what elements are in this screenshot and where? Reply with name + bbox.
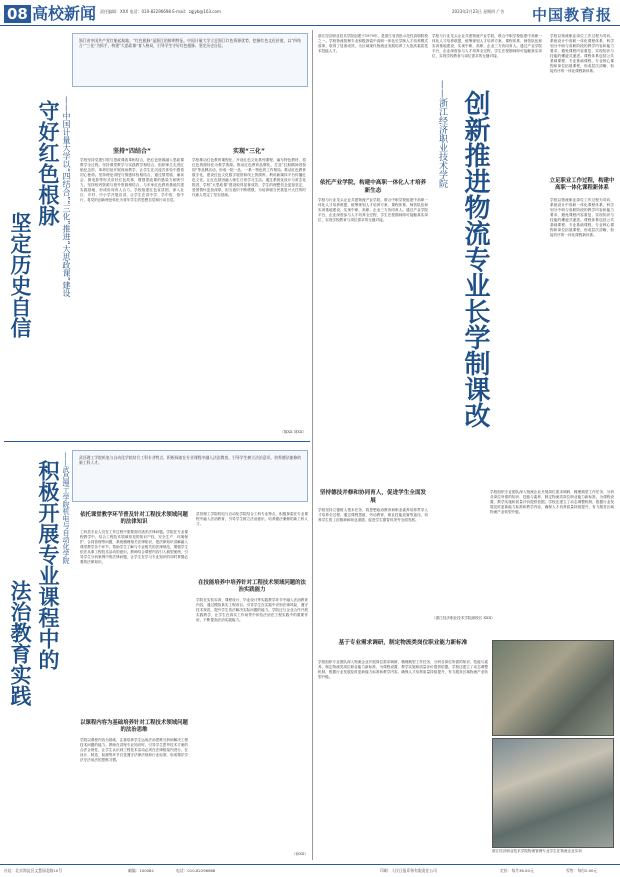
article1-section2-head: 实现“三化” [233,148,265,155]
article3-body4: 学校组织专业团队深入物流企业开展岗位需求调研，梳理典型工作任务，分析各岗位所需的知识、技能与素养，制定物流类岗位职业能力新标准，为课程设置、教学实施和质量评价提供依据。学校还建立了动态调整机制，根据行业发展及时更新能力标准和教学内容，确保人才培养质量持续提升，有力服务区域物流产业转型升级。 [318,660,488,679]
article3-body1b: 学校与行业龙头企业共建物流产业学院，联合中职学校组建中高职一体化人才培养联盟，统筹规划人才培养方案、课程体系、师资队伍和实训基地建设，实现中职、高职、企业三方协同育人。通过产业学院平台，企业深度参与人才培养全过程，学生在校期间即可接触真实岗位，实现学校教育与岗位需求的无缝对接。 [432,34,542,58]
article1-subtitle: ——中国计量大学以“四结合”“三化”推进“大思政课”建设 [62,96,71,297]
article1-body2: 学校推动红色教育课程化，开设红色文化系列课程，编写特色教材，将红色资源转化为教学资源。推动红色教育品牌化，打造“红船精神进校园”等品牌活动，形成一院一品、一系一特色的工作格局。推动红色教育数字化，建设红色文化数字展馆和线上资源库，利用新媒体平台传播红色文化，让红色基因融入师生日常学习生活。通过系统化设计与常态化推进，学校“大思政课”建设取得显著成效，学生的理想信念更加坚定，爱国情怀更加深厚，担当意识不断增强，为培养堪当民族复兴大任的时代新人奠定了坚实基础。 [192,158,306,197]
article3-subtitle: ——浙江经济职业技术学院 [437,80,447,188]
article2-title-line1: 积极开展专业课程中的 [36,460,61,670]
article3-intro: 浙江经济职业技术学院创建于1979年，是浙江省首批示范性高职院校之一。学校物流管理专业积极探索中高职一体化长学制人才培养模式改革，取得了显著成效，为区域现代物流业发展培养了大批高素质技术技能人才。 [318,34,428,53]
article2-title-line2: 法治教育实践 [8,580,33,706]
article3-body2: 学校坚持立德树人根本任务，将思想政治教育和职业素养培养贯穿人才培养全过程。通过课程思政、劳动教育、职业技能竞赛等途径，培养学生的工匠精神和职业道德，促进学生德智体美劳全面发展。 [318,508,428,522]
article1-body1: 学校坚持党建引领与思政课改革相结合，把红色资源融入思政课教学全过程。坚持课堂教学与实践教学相结合，组织师生走进红船纪念馆、革命旧址开展现场教学，让学生在沉浸式体验中感悟初心使命。坚持理论讲授与情感体验相结合，通过情景剧、诵读会、微电影等形式讲好红色故事，增强思政课的感染力和吸引力。坚持校内资源与校外资源相结合，与多家红色教育基地共建实践基地，形成协同育人合力。学校组建红色宣讲团，深入社区、乡村、中小学开展宣讲，让学生在讲中学、学中悟、悟中行，将党的创新理论转化为青年学生的思想自觉和行动自觉。 [80,158,184,202]
article2-subtitle: ——武昌理工学院机电与自动化学院 [62,452,70,564]
masthead: 中国教育报 [532,6,613,24]
article2-body2: 学院以课程内容为基础，注重培养学生运用法治思维分析和解决工程技术问题的能力。教师在讲授专业知识时，引导学生思考技术方案的合法合规性，让学生认识到工程技术活动必须在法律框架内进行，在设计、制造、检测等环节自觉遵守法律法规和行业标准，形成尊法学法守法用法的思维习惯。 [80,738,188,762]
article2-body3: 学院在实验实训、课程设计、毕业设计等实践教学环节中融入法治教育内容，通过模拟真实工程项目，引导学生在实践中识别法律风险、遵守技术规范，提升学生依法解决实际问题的能力。学院还与企业合作开展实践教学，让学生在真实工作场景中体验法治在工程实践中的重要作用，不断提高法治实践能力。 [196,598,308,622]
article2-body3a: 武昌理工学院机电与自动化学院结合工科专业特点，积极探索在专业课程中融入法治教育，引导学生树立法治意识，培养德法兼修的新工科人才。 [196,512,308,526]
article2-sub1: 依托课堂教学环节普及针对工程技术领域问题的法律知识 [80,512,188,525]
page-footer [0,864,620,877]
article3-title: 创新推进物流专业长学制课改 [460,90,490,428]
page-number: 08 [4,5,31,23]
article1-section1-head: 坚持“四结合” [113,148,151,155]
footer-address: 社址：北京海淀区文慧园北路10号 [4,868,62,873]
footer-retail: 零售：每份2.00元 [566,868,598,873]
article3-byline: （浙江经济职业技术学院副校长 XXX） [432,616,495,620]
article1-title-line2: 坚定历史自信 [8,212,33,338]
article1-title-line1: 守好红色根脉 [36,100,61,226]
article3-body1: 学校与行业龙头企业共建物流产业学院，联合中职学校组建中高职一体化人才培养联盟，统筹规划人才培养方案、课程体系、师资队伍和实训基地建设，实现中职、高职、企业三方协同育人。通过产业学院平台，企业深度参与人才培养全过程，学生在校期间即可接触真实岗位，实现学校教育与岗位需求的无缝对接。 [318,198,428,222]
column-divider [312,30,313,860]
article3-sub2: 坚持德技并修和协同育人，促进学生全面发展 [319,490,427,504]
section-title: 高校新闻 [32,4,97,23]
editor-line: 责任编辑：XXX 电话：010-82296698 E-mail：zgjyb@163.com [100,9,221,14]
footer-print: 印刷：人民日报印务有限责任公司 [380,868,437,873]
article1-intro: 浙江省中国共产党红船起航地、“红色根脉”是浙江的鲜明特征。中国计量大学立足浙江红色资源优势，挖掘红色文化价值，以“四结合”“三化”为抓手，构建“大思政课”育人格局，引导学生守好红色根脉、坚定历史自信。 [72,33,308,87]
footer-postcode: 邮编：100082 [128,868,154,873]
article3-photo-top [492,640,614,736]
article2-sub2: 以课程内容为基础培养针对工程技术领域问题的法治思维 [80,720,188,733]
article3-body3: 学校以物流职业岗位工作过程为导向，系统设计中高职一体化课程体系，科学划分中职与高职阶段的教学内容和能力要求，避免课程内容重复，实现知识与技能的螺旋式递进。课程体系包括公共基础课程、专业基础课程、专业核心课程和岗位拓展课程，形成层次清晰、衔接有序的一体化课程新体系。 [550,198,614,237]
article3-sub4: 基于专业需求调研，制定物流类岗位职业能力新标准 [338,640,468,646]
article2-byline: （孙XX） [292,852,308,856]
article3-photo-caption: 浙江经济职业技术学院物流管理专业学生在物流企业实训 [492,849,582,853]
article1-byline: （陈XX 刘XX） [280,430,306,434]
article2-sub3: 在技能培养中培养针对工程技术领域问题的法治实践能力 [198,580,306,593]
article3-body3a: 学校以物流职业岗位工作过程为导向，系统设计中高职一体化课程体系，科学划分中职与高职阶段的教学内容和能力要求，避免课程内容重复，实现知识与技能的螺旋式递进。课程体系包括公共基础课程、专业基础课程、专业核心课程和岗位拓展课程，形成层次清晰、衔接有序的一体化课程新体系。 [550,34,614,73]
footer-price: 定价：每月36.00元 [500,868,534,873]
date-line: 2023年2月23日 星期四 广告 [452,9,505,14]
article3-photo-bottom [492,738,614,848]
article3-sub3: 立足职业工作过程，构建中高职一体化课程新体系 [549,178,615,191]
article3-sub1: 依托产业学院，构建中高职一体化人才培养新生态 [319,180,427,194]
footer-phone: 电话：010-82296688 [176,868,216,873]
article2-intro: 武昌理工学院机电与自动化学院结合工科专业特点，积极探索在专业课程中融入法治教育，引导学生树立法治意识，培养德法兼修的新工科人才。 [72,450,308,502]
divider [4,441,310,442]
article3-body4a: 学校组织专业团队深入物流企业开展岗位需求调研，梳理典型工作任务，分析各岗位所需的知识、技能与素养，制定物流类岗位职业能力新标准，为课程设置、教学实施和质量评价提供依据。学校还建立了动态调整机制，根据行业发展及时更新能力标准和教学内容，确保人才培养质量持续提升，有力服务区域物流产业转型升级。 [490,490,614,514]
article2-body1: 工科类专业人员在工作过程中需要面对诸多法律问题。学院在专业课程教学中，结合工程技术领域常见的知识产权、安全生产、环境保护、合同管理等问题，系统梳理相关法律知识，把法律知识讲解融入课堂教学各个环节，帮助学生了解与专业相关的法律规范，增强学生依法从事工程技术活动的意识。教师结合课程内容引入典型案例，引导学生分析案例中的法律问题，让学生在学习专业知识的同时掌握必要的法律知识。 [80,530,188,564]
